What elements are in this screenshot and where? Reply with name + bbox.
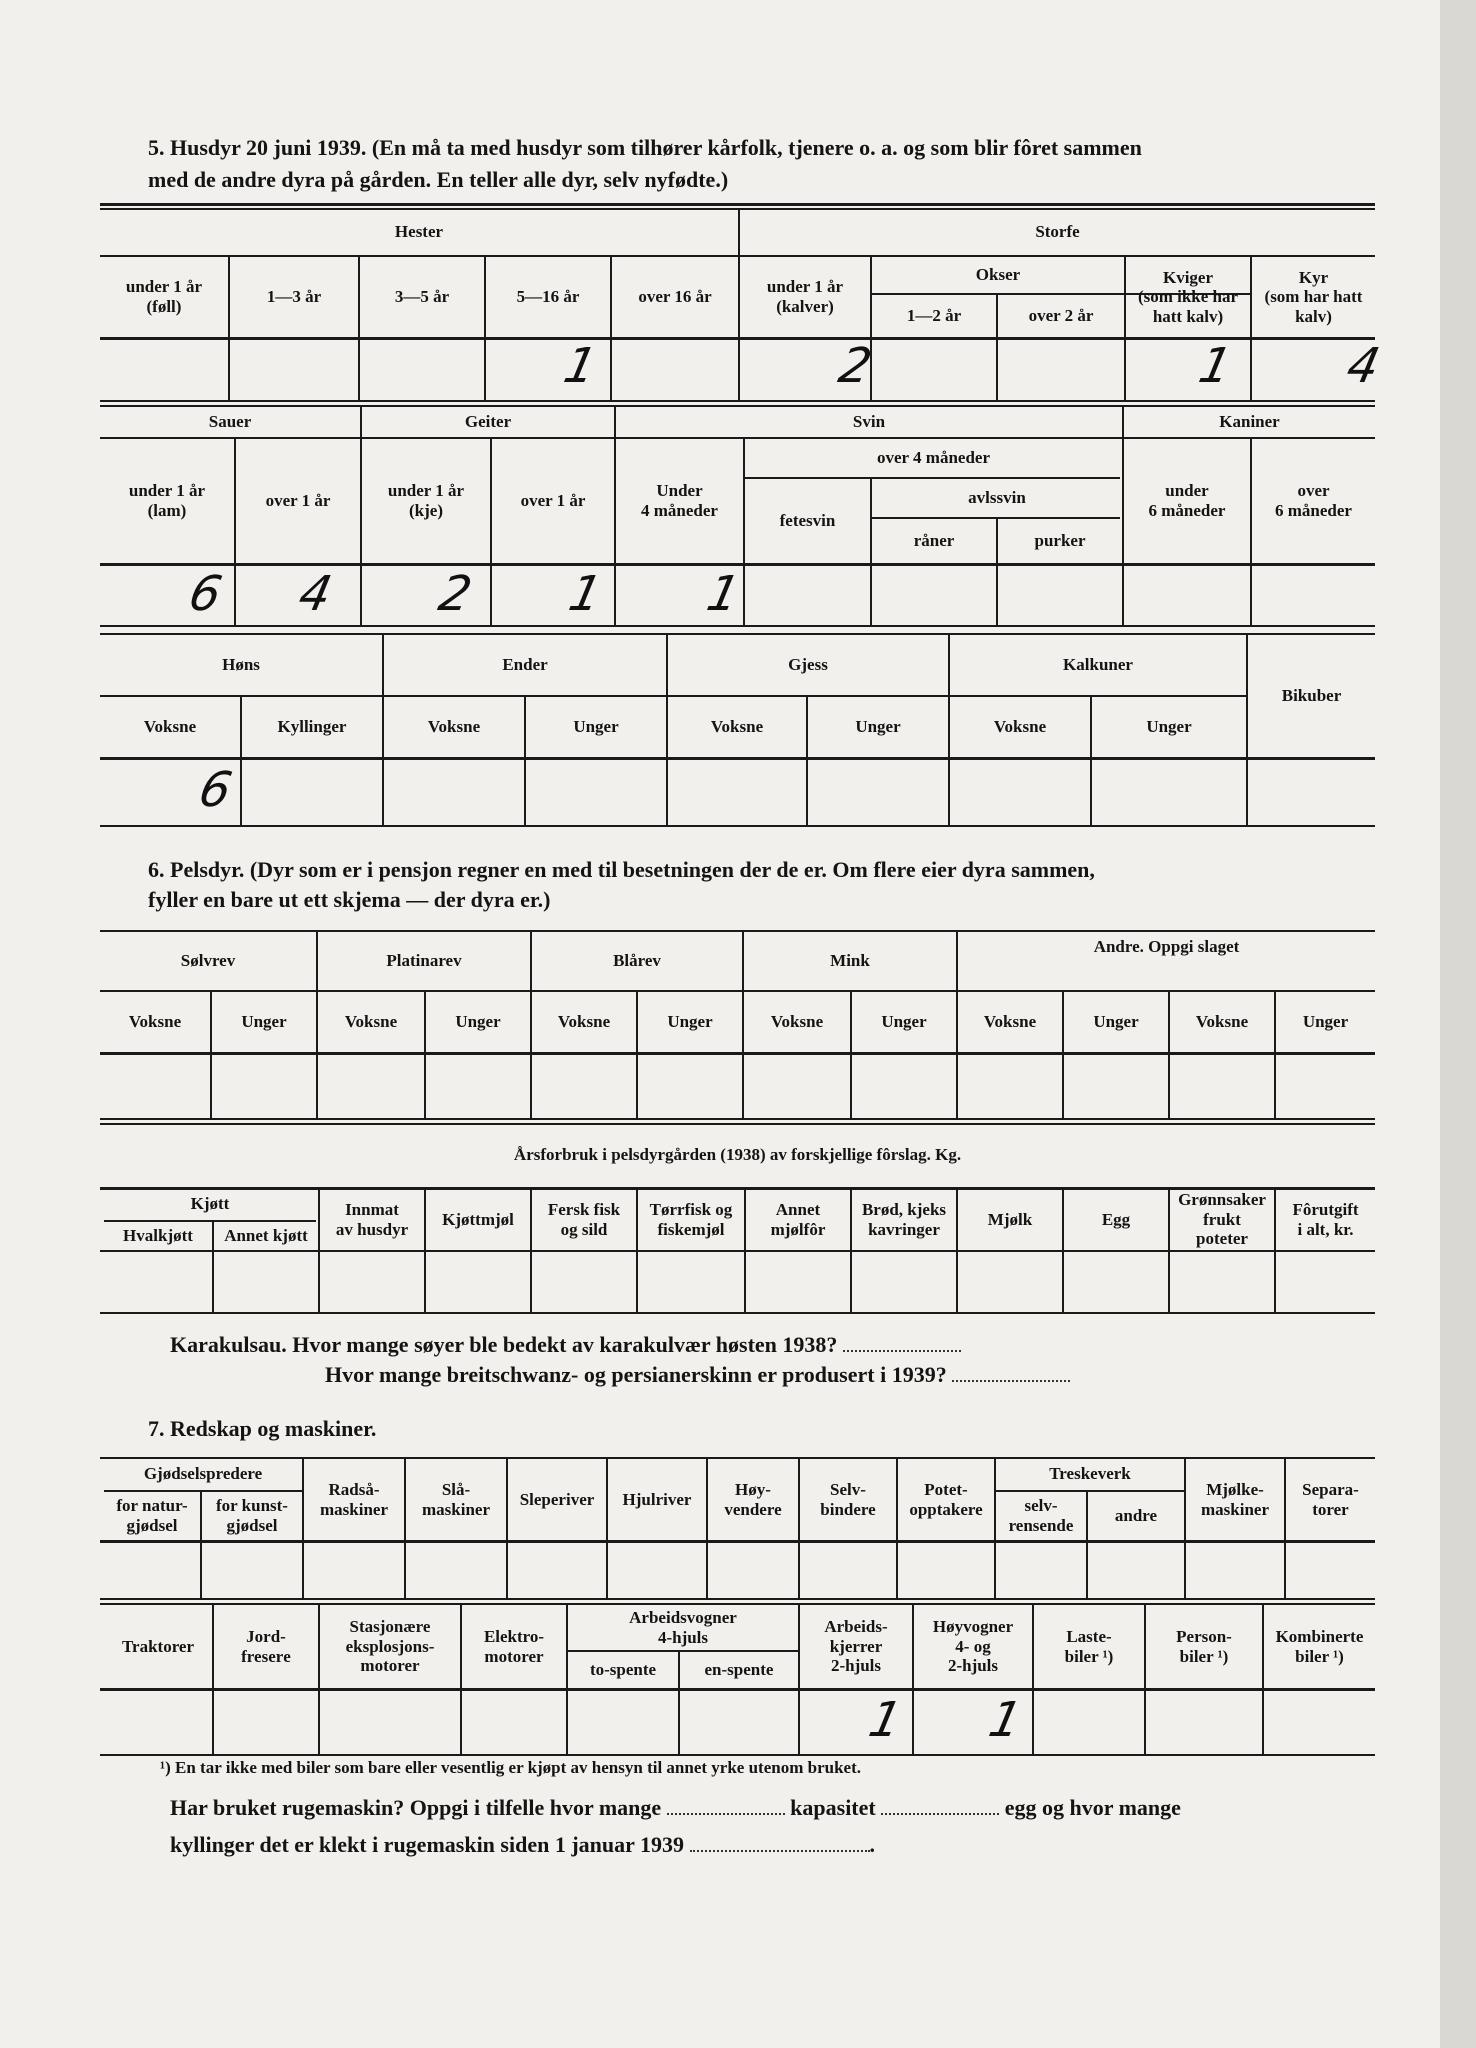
col-brod: Brød, kjeks kavringer — [861, 1199, 947, 1239]
forbruk-heading: Årsforbruk i pelsdyrgården (1938) av forskjellige fôrslag. Kg. — [513, 1145, 962, 1165]
col-platinarev-voksne: Voksne — [344, 1012, 398, 1032]
arbeidsvogner-header: Arbeidsvogner 4-hjuls — [629, 1607, 737, 1647]
col-hoyvendere: Høy- vendere — [724, 1479, 782, 1519]
col-mink-voksne: Voksne — [770, 1012, 824, 1032]
col-kalver: under 1 år (kalver) — [766, 277, 844, 316]
col-purker: purker — [1034, 531, 1086, 551]
col-hest-5-16: 5—16 år — [516, 287, 580, 307]
col-fersk-fisk: Fersk fisk og sild — [547, 1199, 621, 1239]
col-slamaskiner: Slå- maskiner — [422, 1479, 490, 1519]
section-5-heading: 5. Husdyr 20 juni 1939. (En må ta med husdyr som tilhører kårfolk, tjenere o. a. og som blir fôret sammen — [148, 135, 1142, 160]
col-geit-over1: over 1 år — [520, 491, 586, 511]
col-kanin-under6: under 6 måneder — [1148, 481, 1226, 520]
col-kombinerte-biler: Kombinerte biler ¹) — [1275, 1626, 1364, 1666]
col-hons-voksne: Voksne — [143, 717, 197, 737]
blarev-header: Blårev — [613, 951, 661, 971]
rugemaskin-question-2: kyllinger det er klekt i rugemaskin siden 1 januar 1939 . — [170, 1832, 875, 1857]
col-hjulriver: Hjulriver — [622, 1489, 692, 1509]
col-gjess-voksne: Voksne — [710, 717, 764, 737]
kjott-header: Kjøtt — [190, 1194, 230, 1214]
col-kje: under 1 år (kje) — [387, 481, 465, 520]
col-solvrev-voksne: Voksne — [128, 1012, 182, 1032]
col-separatorer: Separa- torer — [1302, 1479, 1359, 1519]
value-okser-over2: 1 — [1194, 338, 1237, 394]
value-hons-voksne: 6 — [194, 762, 237, 818]
geiter-header: Geiter — [464, 412, 512, 432]
mink-header: Mink — [830, 951, 870, 971]
col-blarev-voksne: Voksne — [557, 1012, 611, 1032]
value-hoyvogner: 1 — [984, 1692, 1027, 1748]
col-enspente: en-spente — [704, 1660, 774, 1680]
col-annet-kjott: Annet kjøtt — [224, 1226, 308, 1246]
value-lam: 6 — [184, 566, 227, 622]
value-hest-5-16: 1 — [559, 338, 602, 394]
col-hest-3-5: 3—5 år — [394, 287, 450, 307]
col-fetesvin: fetesvin — [779, 511, 836, 531]
col-kviger: Kviger (som ikke har hatt kalv) — [1137, 267, 1239, 326]
col-kjottmjol: Kjøttmjøl — [442, 1209, 514, 1229]
col-okser-over2: over 2 år — [1028, 306, 1094, 326]
okser-header: Okser — [975, 265, 1021, 285]
value-svin-under4: 1 — [702, 566, 745, 622]
col-kalkun-unger: Unger — [1146, 717, 1192, 737]
col-gronnsaker: Grønnsaker frukt poteter — [1178, 1190, 1266, 1249]
col-kanin-over6: over 6 måneder — [1275, 481, 1352, 520]
value-kje: 2 — [434, 566, 477, 622]
col-tospente: to-spente — [589, 1660, 657, 1680]
col-treskeverk-andre: andre — [1114, 1506, 1158, 1526]
bikuber-header: Bikuber — [1281, 686, 1342, 706]
platinarev-header: Platinarev — [386, 951, 462, 971]
col-hest-under1: under 1 år (føll) — [125, 277, 203, 316]
col-mink-unger: Unger — [881, 1012, 927, 1032]
sauer-header: Sauer — [208, 412, 252, 432]
ender-header: Ender — [502, 655, 548, 675]
karakul-question-2: Hvor mange breitschwanz- og persianerskinn er produsert i 1939? — [325, 1362, 1070, 1388]
col-annet-mjolfor: Annet mjølfôr — [770, 1199, 826, 1239]
treskeverk-header: Treskeverk — [1049, 1464, 1131, 1484]
col-andre1-unger: Unger — [1093, 1012, 1139, 1032]
value-sau-over1: 4 — [294, 566, 337, 622]
section-5-heading-line2: med de andre dyra på gården. En teller alle dyr, selv nyfødte.) — [148, 167, 729, 192]
col-elektromotorer: Elektro- motorer — [483, 1626, 545, 1666]
svin-over4-header: over 4 måneder — [877, 448, 990, 468]
avlssvin-header: avlssvin — [968, 488, 1026, 508]
col-kyr: Kyr (som har hatt kalv) — [1264, 267, 1363, 326]
col-arbeidskjerrer: Arbeids- kjerrer 2-hjuls — [824, 1617, 888, 1676]
col-hoyvogner: Høyvogner 4- og 2-hjuls — [932, 1617, 1014, 1676]
col-selvrensende: selv- rensende — [1008, 1496, 1074, 1535]
gjess-header: Gjess — [788, 655, 828, 675]
col-andre2-voksne: Voksne — [1195, 1012, 1249, 1032]
col-lastebiler: Laste- biler ¹) — [1064, 1626, 1114, 1666]
col-traktorer: Traktorer — [121, 1636, 195, 1656]
section-6-heading: 6. Pelsdyr. (Dyr som er i pensjon regner en med til besetningen der de er. Om flere eier dyra sammen, — [148, 857, 1095, 882]
col-kunstgjodsel: for kunst- gjødsel — [216, 1496, 288, 1535]
col-hest-1-3: 1—3 år — [266, 287, 322, 307]
col-blarev-unger: Unger — [667, 1012, 713, 1032]
solvrev-header: Sølvrev — [180, 951, 236, 971]
col-ender-unger: Unger — [573, 717, 619, 737]
col-potetopptakere: Potet- opptakere — [909, 1479, 983, 1519]
gjodselspredere-header: Gjødselspredere — [143, 1464, 263, 1484]
andre-header: Andre. Oppgi slaget — [1093, 937, 1240, 957]
col-raner: råner — [913, 531, 955, 551]
footnote-biler: ¹) En tar ikke med biler som bare eller vesentlig er kjøpt av hensyn til annet yrke utenom bruket. — [160, 1758, 861, 1777]
kaniner-header: Kaniner — [1219, 412, 1280, 432]
col-forutgift: Fôrutgift i alt, kr. — [1292, 1199, 1359, 1239]
col-personbiler: Person- biler ¹) — [1176, 1626, 1232, 1666]
col-hest-over16: over 16 år — [638, 287, 712, 307]
col-sau-over1: over 1 år — [265, 491, 331, 511]
col-naturgjodsel: for natur- gjødsel — [116, 1496, 188, 1535]
svin-header: Svin — [852, 412, 886, 432]
col-andre1-voksne: Voksne — [983, 1012, 1037, 1032]
col-lam: under 1 år (lam) — [128, 481, 206, 520]
col-torrfisk: Tørrfisk og fiskemjøl — [649, 1199, 733, 1239]
rugemaskin-question-1: Har bruket rugemaskin? Oppgi i tilfelle hvor mange kapasitet egg og hvor mange — [170, 1795, 1181, 1820]
col-ender-voksne: Voksne — [427, 717, 481, 737]
value-kyr: 4 — [1342, 338, 1385, 394]
col-innmat: Innmat av husdyr — [335, 1199, 409, 1239]
col-egg: Egg — [1101, 1209, 1131, 1229]
col-sleperiver: Sleperiver — [519, 1489, 595, 1509]
col-hvalkjott: Hvalkjøtt — [123, 1226, 193, 1246]
karakul-question-1: Karakulsau. Hvor mange søyer ble bedekt av karakulvær høsten 1938? — [170, 1332, 961, 1358]
hester-header: Hester — [394, 222, 444, 242]
col-selvbindere: Selv- bindere — [820, 1479, 876, 1519]
col-platinarev-unger: Unger — [455, 1012, 501, 1032]
col-mjolkemaskiner: Mjølke- maskiner — [1201, 1479, 1269, 1519]
col-svin-under4: Under 4 måneder — [641, 481, 718, 520]
col-mjolk: Mjølk — [987, 1209, 1033, 1229]
col-stasjonaere-motorer: Stasjonære eksplosjons- motorer — [345, 1617, 435, 1676]
section-6-heading-line2: fyller en bare ut ett skjema — der dyra er.) — [148, 887, 551, 912]
section-7-heading: 7. Redskap og maskiner. — [148, 1416, 377, 1441]
col-kyllinger: Kyllinger — [277, 717, 347, 737]
hons-header: Høns — [222, 655, 260, 675]
value-kalver: 2 — [834, 338, 877, 394]
col-radsamaskiner: Radså- maskiner — [320, 1479, 388, 1519]
value-geit-over1: 1 — [564, 566, 607, 622]
col-solvrev-unger: Unger — [241, 1012, 287, 1032]
value-arbeidskjerrer: 1 — [864, 1692, 907, 1748]
col-okser-1-2: 1—2 år — [906, 306, 962, 326]
col-jordfresere: Jord- freserе — [241, 1626, 291, 1666]
kalkuner-header: Kalkuner — [1063, 655, 1133, 675]
col-kalkun-voksne: Voksne — [993, 717, 1047, 737]
col-andre2-unger: Unger — [1302, 1012, 1349, 1032]
col-gjess-unger: Unger — [855, 717, 901, 737]
storfe-header: Storfe — [1035, 222, 1080, 242]
